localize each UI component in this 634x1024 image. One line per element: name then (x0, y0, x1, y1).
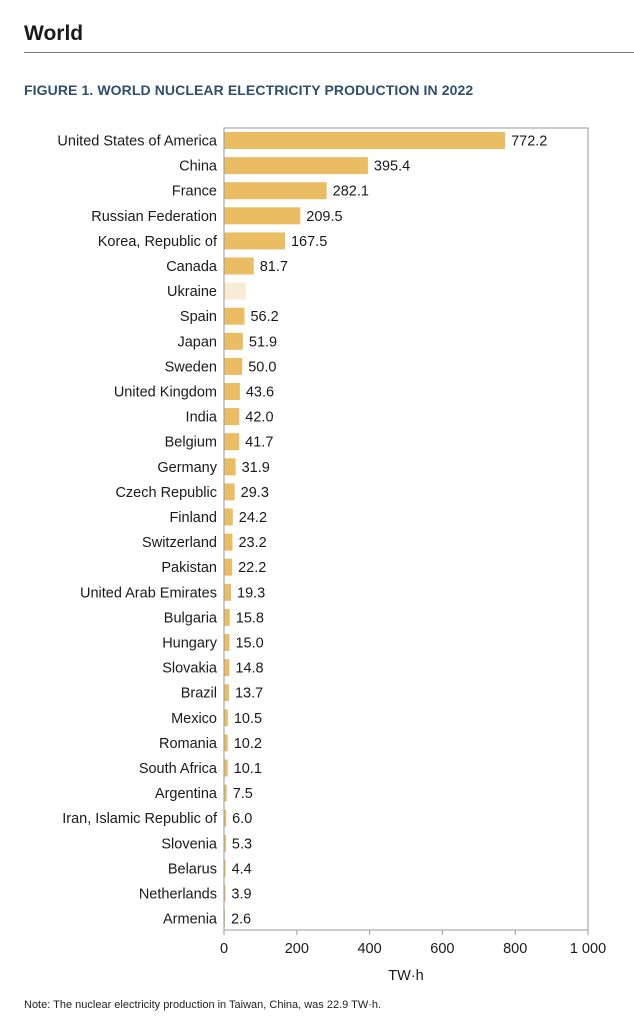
bar (224, 232, 285, 249)
value-label: 10.1 (233, 761, 262, 777)
bar (224, 509, 233, 526)
category-label: Hungary (162, 635, 217, 652)
value-label: 24.2 (238, 510, 268, 526)
bar (224, 734, 228, 751)
bar (224, 534, 232, 551)
value-label: 6.0 (232, 811, 253, 828)
bar (224, 709, 228, 726)
category-label: Slovakia (162, 660, 217, 677)
category-label: Bulgaria (163, 610, 217, 627)
category-label: Germany (157, 459, 217, 476)
bar (224, 433, 239, 450)
value-label: 19.3 (237, 585, 266, 602)
value-label: 42.0 (245, 409, 274, 426)
value-label: 10.2 (233, 735, 262, 752)
category-label: Canada (166, 259, 217, 275)
value-label: 22.2 (238, 560, 267, 577)
value-label: 395.4 (373, 158, 411, 175)
bar (224, 157, 368, 174)
x-tick-label: 600 (430, 941, 455, 957)
value-label: 81.7 (259, 259, 288, 275)
bar (224, 634, 229, 651)
category-label: Mexico (171, 710, 217, 727)
category-label: Russian Federation (91, 208, 217, 225)
x-tick-label: 0 (219, 941, 229, 957)
category-label: Romania (158, 735, 217, 752)
value-label: 772.2 (511, 133, 548, 150)
category-label: India (185, 409, 217, 426)
value-labels-layer (231, 134, 547, 928)
x-tick-label: 800 (503, 941, 528, 957)
bar (224, 333, 243, 350)
bar (224, 408, 239, 425)
category-label: Belarus (167, 861, 217, 878)
category-label: Japan (177, 334, 217, 351)
bars-layer (224, 132, 505, 927)
category-labels-layer (57, 134, 218, 928)
bar (224, 659, 229, 676)
section-divider (24, 52, 634, 53)
bar (224, 182, 327, 199)
bar (224, 584, 231, 601)
bar-chart (0, 120, 634, 985)
bar (224, 358, 242, 375)
bar (224, 308, 244, 325)
value-label: 29.3 (240, 484, 269, 501)
x-tick-label: 400 (357, 941, 382, 957)
value-label: 56.2 (250, 309, 279, 326)
value-label: 13.7 (234, 685, 264, 702)
category-label: Finland (169, 510, 217, 526)
category-label: Slovenia (161, 836, 217, 853)
value-label: 31.9 (241, 459, 270, 476)
x-tick-label: 1 000 (569, 941, 607, 957)
category-label: Netherlands (138, 886, 217, 903)
bar (224, 458, 236, 475)
value-label: 14.8 (235, 660, 264, 677)
category-label: Iran, Islamic Republic of (62, 811, 217, 828)
bar (224, 383, 240, 400)
value-label: 41.7 (245, 434, 274, 451)
figure-title: FIGURE 1. WORLD NUCLEAR ELECTRICITY PRODUCTION IN 2022 (24, 82, 474, 98)
value-label: 209.5 (306, 208, 343, 225)
axes-layer (220, 128, 606, 984)
value-label: 3.9 (231, 886, 252, 903)
category-label: France (171, 183, 217, 200)
x-tick-label: 200 (284, 941, 309, 957)
category-label: United Kingdom (113, 384, 217, 401)
bar (224, 132, 505, 149)
category-label: Korea, Republic of (97, 233, 217, 250)
figure-note: Note: The nuclear electricity production in Taiwan, China, was 22.9 TW·h. (24, 999, 382, 1011)
bar (224, 684, 229, 701)
category-label: United Arab Emirates (79, 585, 217, 602)
value-label: 5.3 (231, 836, 253, 853)
value-label: 282.1 (332, 183, 369, 200)
value-label: 15.0 (235, 635, 264, 652)
value-label: 7.5 (232, 786, 253, 803)
value-label: 23.2 (238, 535, 267, 552)
value-label: 43.6 (245, 384, 275, 401)
x-axis-label: TW·h (388, 968, 424, 984)
category-label: South Africa (138, 761, 217, 777)
category-label: Spain (179, 309, 217, 326)
category-label: Ukraine (167, 284, 217, 301)
category-label: Brazil (180, 685, 217, 702)
bar (224, 559, 232, 576)
bar (224, 609, 230, 626)
value-label: 51.9 (248, 334, 278, 351)
category-label: China (179, 158, 217, 175)
value-label: 10.5 (233, 710, 263, 727)
value-label: 167.5 (290, 233, 328, 250)
category-label: Armenia (163, 911, 217, 928)
bar (224, 207, 300, 224)
category-label: Sweden (164, 359, 217, 376)
category-label: Pakistan (161, 560, 217, 577)
category-label: Switzerland (142, 535, 217, 552)
category-label: Czech Republic (115, 484, 217, 501)
value-label: 15.8 (235, 610, 264, 627)
bar (224, 258, 254, 275)
category-label: United States of America (57, 133, 217, 150)
category-label: Belgium (164, 434, 217, 451)
value-label: 50.0 (248, 359, 277, 376)
category-label: Argentina (154, 786, 217, 803)
bar (224, 283, 246, 300)
section-title: World (24, 22, 84, 45)
value-label: 4.4 (231, 861, 252, 878)
bar (224, 483, 235, 500)
bar (224, 760, 228, 777)
value-label: 2.6 (230, 911, 252, 928)
